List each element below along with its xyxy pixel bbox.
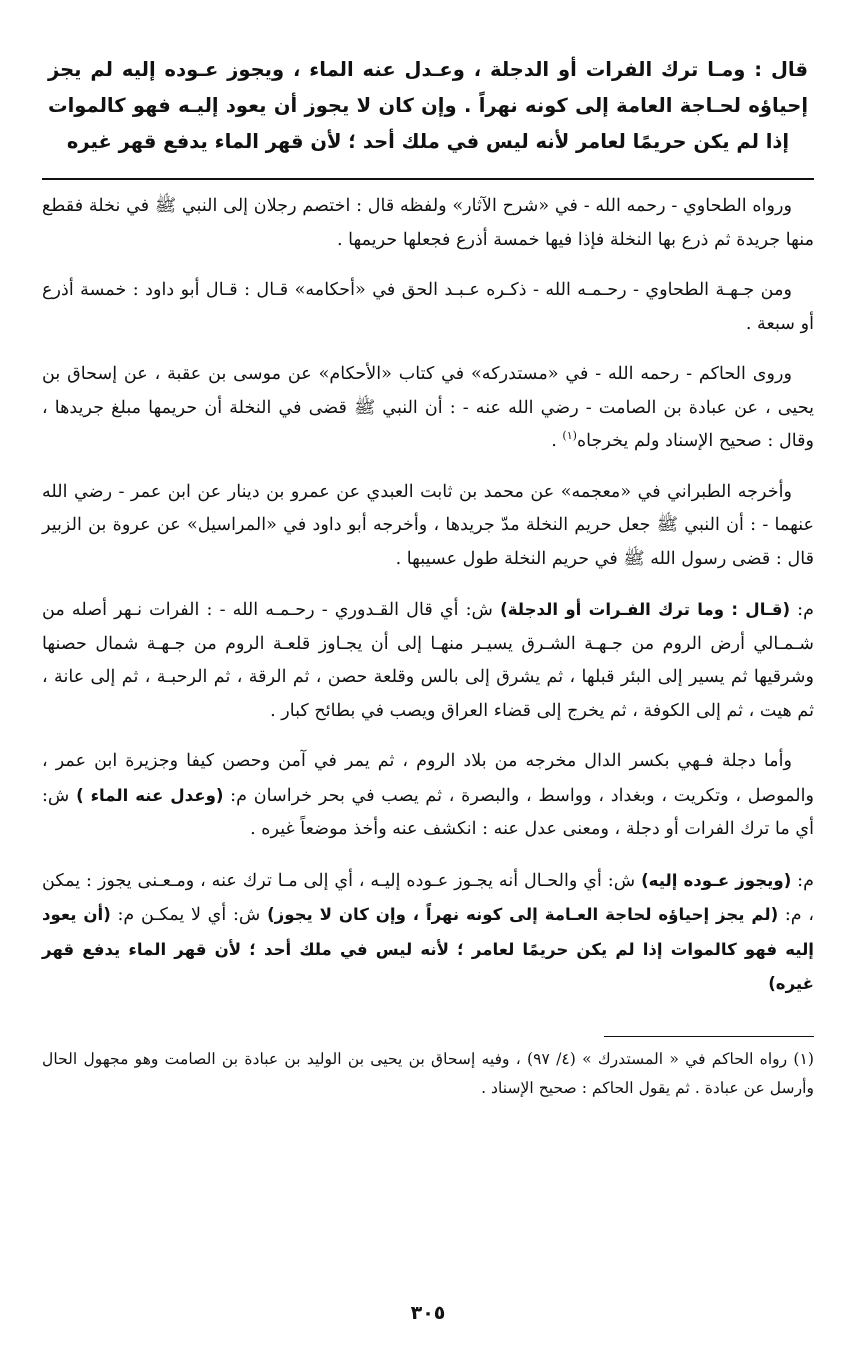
paragraph-text: ش: أي والحـال أنه يجـوز عـوده إليـه ، أي إلى مـا ترك عنه ، ومـعـنى يجوز : يمكن ، م: bbox=[42, 870, 815, 925]
paragraph-awdihi bbox=[42, 864, 814, 1002]
paragraph-abdulhaq bbox=[42, 274, 814, 341]
paragraph-text: ش: أي ما ترك الفرات أو دجلة ، ومعنى عدل عنه : انكشف عنه وأخذ موضعاً غيره . bbox=[42, 785, 814, 839]
footnote-divider bbox=[604, 1036, 814, 1037]
paragraph-text: وروى الحاكم - رحمه الله - في «مستدركه» في كتاب «الأحكام» عن موسى بن عقبة ، عن إسحاق بن يحيى ، عن عبادة بن الصامت - رضي الله عنه - : أن النبي ﷺ قضى في النخلة أن حريمها مبلغ جريدها ، وقال : صحيح الإسناد ولم يخرجاه bbox=[42, 364, 814, 451]
page-number: ٣٠٥ bbox=[410, 1302, 446, 1324]
paragraph-text: وأما دجلة فـهي بكسر الدال مخرجه من بلاد الروم ، ثم يمر في آمن وحصن كيفا وجزيرة ابن عمر ، والموصل ، وتكريت ، وبغداد ، وواسط ، والبصرة ، ثم يصب في بحر خراسان م: bbox=[42, 751, 815, 806]
quoted-matn: (قـال : وما ترك الفـرات أو الدجلة) bbox=[500, 600, 791, 619]
paragraph-text: ش: أي لا يمكـن م: bbox=[110, 905, 268, 925]
paragraph-text: ش: أي قال القـدوري - رحـمـه الله - : الفرات نـهر أصله من شـمـالي أرض الروم من جـهـة الشـرق يسيـر منهـا إلى أن يجـاوز قلعـة الروم من جـهـة شمال حصنها وشرقيها ثم يسير إلى البئر قبلها ، ثم يشرق إلى بالس وقلعة حصن ، ثم الرقة ، ثم الرحبـة ، ثم إلى عانة ، ثم هيت ، ثم إلى الكوفة ، ثم يخرج إلى قضاء العراق ويصب في بطائح كبار . bbox=[42, 600, 814, 721]
quoted-matn: (أن يعود إليه فهو كالموات إذا لم يكن حريمًا لعامر ؛ لأنه ليس في ملك أحد ؛ لأن قهر الماء يدفع قهر غيره) bbox=[42, 905, 814, 993]
paragraph-dijla bbox=[42, 745, 814, 847]
matn-text: قال : ومـا ترك الفرات أو الدجلة ، وعـدل عنه الماء ، ويجوز عـوده إليه لم يجز إحياؤه لحـاجة العامة إلى كونه نهراً . وإن كان لا يجوز أن يعود إليـه فهو كالموات إذا لم يكن حريمًا لعامر لأنه ليس في ملك أحد ؛ لأن قهر الماء يدفع قهر غيره bbox=[48, 58, 808, 153]
quoted-matn: (ويجوز عـوده إليه) bbox=[641, 870, 792, 890]
paragraph-text: وأخرجه الطبراني في «معجمه» عن محمد بن ثابت العبدي عن عمرو بن دينار عن ابن عمر - رضي الله عنهما - : أن النبي ﷺ جعل حريم النخلة مدّ جريدها ، وأخرجه أبو داود في «المراسيل» عن عروة بن الزبير قال : قضى رسول الله ﷺ في حريم النخلة طول عسيبها . bbox=[42, 481, 814, 569]
quoted-matn: (لم يجز إحياؤه لحاجة العـامة إلى كونه نهراً ، وإن كان لا يجوز) bbox=[267, 905, 779, 924]
page-body bbox=[42, 52, 814, 1103]
paragraph-hakim bbox=[42, 358, 814, 459]
footnote: (١) رواه الحاكم في « المستدرك » (٤/ ٩٧) ، وفيه إسحاق بن يحيى بن الوليد بن عبادة بن الصامت وهو مجهول الحال وأرسل عن عبادة . ثم يقول الحاكم : صحيح الإسناد . bbox=[42, 1049, 814, 1097]
paragraph-furat bbox=[42, 593, 814, 728]
paragraph-tabarani bbox=[42, 476, 814, 577]
paragraph-text: ومن جـهـة الطحاوي - رحـمـه الله - ذكـره عـبـد الحق في «أحكامه» قـال : قـال أبو داود : خمسة أذرع أو سبعة . bbox=[42, 280, 814, 334]
matn-marker: م: bbox=[790, 600, 815, 620]
paragraph-tahawi bbox=[42, 190, 814, 257]
paragraph-text: . bbox=[551, 431, 563, 451]
section-divider bbox=[42, 178, 814, 180]
matn-marker: م: bbox=[791, 870, 815, 891]
footnote-marker[interactable]: (١) bbox=[562, 429, 577, 443]
quoted-matn: (وعدل عنه الماء ) bbox=[76, 785, 224, 805]
paragraph-text: ورواه الطحاوي - رحمه الله - في «شرح الآثار» ولفظه قال : اختصم رجلان إلى النبي ﷺ في نخلة فقطع منها جريدة ثم ذرع بها النخلة فإذا فيها خمسة أذرع فجعلها حريمها . bbox=[42, 196, 814, 250]
